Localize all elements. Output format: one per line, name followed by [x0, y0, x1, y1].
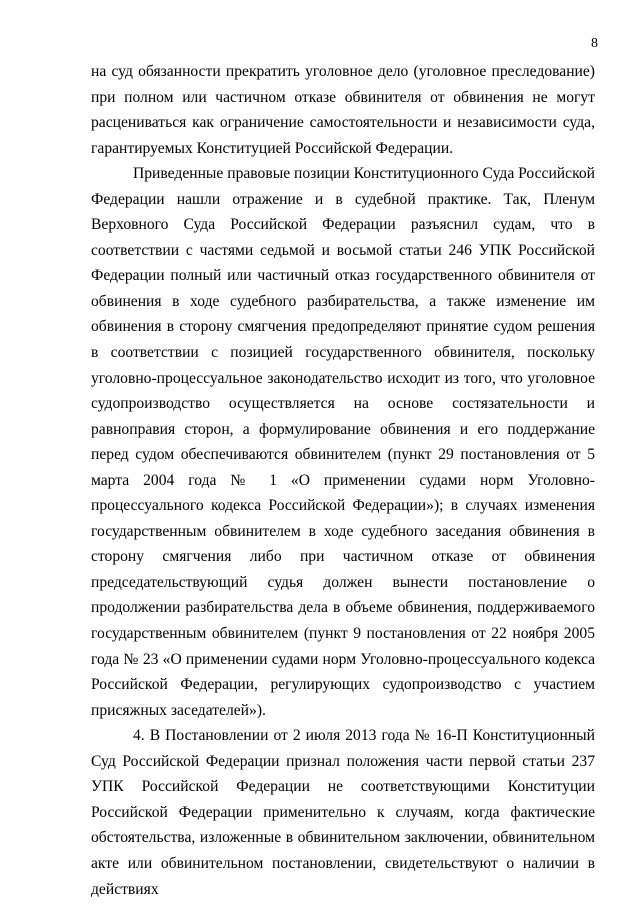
- paragraph-legal-positions: Приведенные правовые позиции Конституционного Суда Российской Федерации нашли отражение и в судебной практике. Так, Пленум Верховного Суда Российской Федерации разъяснил судам, что в соответствии с частями седьмой и восьмой статьи 246 УПК Российской Федерации полный или частичный отказ государственного обвинителя от обвинения в ходе судебного разбирательства, а также изменение им обвинения в сторону смягчения предопределяют принятие судом решения в соответствии с позицией государственного обвинителя, поскольку уголовно-процессуальное законодательство исходит из того, что уголовное судопроизводство осуществляется на основе состязательности и равноправия сторон, а формулирование обвинения и его поддержание перед судом обеспечиваются обвинителем (пункт 29 постановления от 5 марта 2004 года № 1 «О применении судами норм Уголовно-процессуального кодекса Российской Федерации»); в случаях изменения государственным обвинителем в ходе судебного заседания обвинения в сторону смягчения либо при частичном отказе от обвинения председательствующий судья должен вынести постановление о продолжении разбирательства дела в объеме обвинения, поддерживаемого государственным обвинителем (пункт 9 постановления от 22 ноября 2005 года № 23 «О применении судами норм Уголовно-процессуального кодекса Российской Федерации, регулирующих судопроизводство с участием присяжных заседателей»).: [91, 165, 595, 719]
- page-number: 8: [591, 36, 598, 51]
- document-body: [91, 59, 595, 902]
- paragraph-continuation: на суд обязанности прекратить уголовное дело (уголовное преследование) при полном или частичном отказе обвинителя от обвинения не могут расцениваться как ограничение самостоятельности и независимости суда, гарантируемых Конституцией Российской Федерации.: [91, 63, 595, 157]
- paragraph-item-4: 4. В Постановлении от 2 июля 2013 года № 16-П Конституционный Суд Российской Федерации признал положения части первой статьи 237 УПК Российской Федерации не соответствующими Конституции Российской Федерации применительно к случаям, когда фактические обстоятельства, изложенные в обвинительном заключении, обвинительном акте или обвинительном постановлении, свидетельствуют о наличии в действиях: [91, 727, 595, 898]
